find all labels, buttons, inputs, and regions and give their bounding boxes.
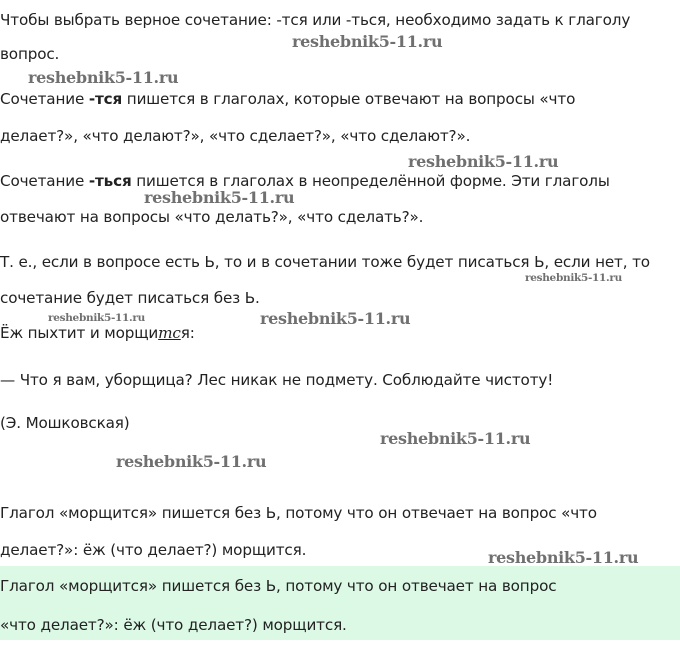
watermark: reshebnik5-11.ru (28, 68, 179, 87)
watermark: reshebnik5-11.ru (380, 429, 531, 448)
text-line-5-end: пишется в глаголах в неопределённой форме. Эти глаголы (131, 172, 610, 190)
text-line-4: делает?», «что делают?», «что сделает?», «что сделают?». (0, 127, 471, 145)
text-line-3 (0, 89, 575, 109)
watermark: reshebnik5-11.ru (525, 272, 622, 284)
text-line-13: делает?»: ёж (что делает?) морщится. (0, 541, 307, 559)
watermark: reshebnik5-11.ru (488, 548, 639, 567)
watermark: reshebnik5-11.ru (292, 32, 443, 51)
text-line-8: сочетание будет писаться без Ь. (0, 289, 260, 307)
text-line-3-start: Сочетание (0, 90, 89, 108)
text-line-2: вопрос. (0, 45, 60, 63)
watermark: reshebnik5-11.ru (260, 309, 411, 328)
poem-line-1-start: Ёж пыхтит и морщи (0, 324, 159, 342)
text-line-7: Т. е., если в вопросе есть Ь, то и в сочетании тоже будет писаться Ь, если нет, то (0, 253, 650, 271)
text-line-3-end: пишется в глаголах, которые отвечают на вопросы «что (122, 90, 576, 108)
poem-line-1-end: я: (180, 324, 195, 342)
suffix-tsya: -тся (88, 90, 123, 108)
text-line-6: отвечают на вопросы «что делать?», «что сделать?». (0, 208, 424, 226)
text-line-1: Чтобы выбрать верное сочетание: -тся или -ться, необходимо задать к глаголу (0, 11, 631, 29)
watermark: reshebnik5-11.ru (116, 452, 267, 471)
text-line-5-start: Сочетание (0, 172, 89, 190)
highlighted-morpheme: тс (158, 324, 181, 342)
watermark: reshebnik5-11.ru (408, 152, 559, 171)
text-line-5 (0, 171, 610, 191)
watermark: reshebnik5-11.ru (48, 312, 145, 324)
suffix-tsya-soft: -ться (88, 172, 132, 190)
answer-line-1: Глагол «морщится» пишется без Ь, потому что он отвечает на вопрос (0, 577, 557, 595)
poem-line-2: — Что я вам, уборщица? Лес никак не подмету. Соблюдайте чистоту! (0, 371, 554, 389)
answer-line-2: «что делает?»: ёж (что делает?) морщится. (0, 616, 347, 634)
text-line-12: Глагол «морщится» пишется без Ь, потому что он отвечает на вопрос «что (0, 504, 597, 522)
poem-author: (Э. Мошковская) (0, 414, 130, 432)
watermark: reshebnik5-11.ru (144, 188, 295, 207)
poem-line-1 (0, 323, 195, 343)
